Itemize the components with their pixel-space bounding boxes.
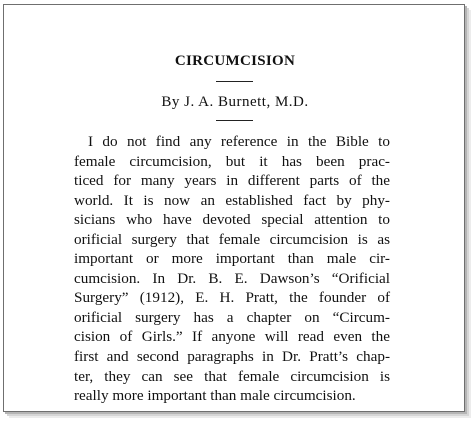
body-line: sicians who have devoted special attention to [74, 211, 390, 229]
body-line: world. It is now an established fact by phy- [74, 191, 390, 209]
article-byline: By J. A. Burnett, M.D. [161, 94, 309, 110]
body-line: ticed for many years in different parts of the [74, 172, 390, 190]
body-line: cision of Girls.” If anyone will read even the [74, 328, 390, 346]
byline-divider [216, 120, 253, 121]
document-page [3, 4, 465, 412]
article-body [74, 132, 390, 406]
body-line: really more important than male circumcision. [74, 387, 356, 405]
body-line: cumcision. In Dr. B. E. Dawson’s “Orificial [74, 269, 390, 287]
body-line: Surgery” (1912), E. H. Pratt, the founder of [74, 289, 390, 307]
title-divider [216, 81, 253, 82]
body-line: female circumcision, but it has been prac- [74, 152, 390, 170]
body-line: I do not find any reference in the Bible to [88, 133, 390, 150]
body-line: important or more important than male cir- [74, 250, 390, 268]
body-line: orificial surgery that female circumcision is as [74, 230, 390, 248]
body-line: first and second paragraphs in Dr. Pratt’s chap- [74, 348, 390, 366]
body-line: ter, they can see that female circumcision is [74, 367, 390, 385]
article-title: CIRCUMCISION [174, 53, 296, 69]
body-line: orificial surgery has a chapter on “Circum- [74, 308, 390, 326]
